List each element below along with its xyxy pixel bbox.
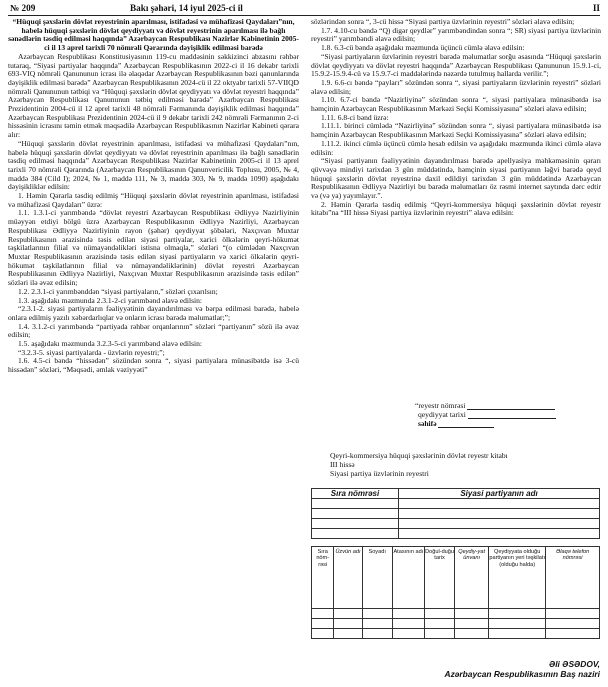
place-date: Bakı şəhəri, 14 iyul 2025-ci il [130,3,243,13]
table-row [312,499,600,509]
register-title [330,451,600,478]
paragraph: 1.8. 6.3-cü bəndə aşağıdakı məzmunda üçüncü cümlə əlavə edilsin: [321,43,525,53]
paragraph: 1. Həmin Qərarla təsdiq edilmiş “Hüquqi şəxslərin dövlət reyestrinin aparılması, istifadəsi və mühafizəsi Qaydaları” üzrə: [8,191,299,209]
paragraph: 1.3. aşağıdakı məzmunda 2.3.1-2-ci yarımbənd əlavə edilsin: [18,295,203,305]
paragraph: 1.1. 1.3.1-ci yarımbəndə “dövlət reyestri Azərbaycan Respublikası Ədliyyə Nazirliyinin müəyyən etdiyi bölgü üzrə Azərbaycan Respublikasının Ədliyyə Nazirliyi, Azərbaycan Respublikası Ədliyyə Nazirliyinin rayon (şəhər) qeydiyyat şöbələri, Naxçıvan Muxtar Respublikasının ərazisində təsis edilən siyasi partiyalar, xarici ölkələrin qeyri-hökumət təşkilatlarının filial və nümayəndəlikləri istisna olmaqla,” sözləri “(o cümlədən Naxçıvan Muxtar Respublikasının ərazisində təsis edilən siyasi partiyaların və xarici ölkələrin qeyri-hökumət təşkilatlarının filial və nümayəndəliklərinin) dövlət reyestri Azərbaycan Respublikasının Ədliyyə Nazirliyi, Naxçıvan Muxtar Respublikasının ərazisində təsis edilən” sözləri ilə əvəz edilsin; [8,208,299,288]
registration-date-label: qeydiyyat tarixi [418,410,466,419]
paragraph: 1.9. 6.6-cı bəndə “payları” sözündən sonra “, siyasi partiyaların üzvlərinin reyestri” sözləri əlavə edilsin; [311,77,601,96]
register-number-label: “reyestr nömrəsi [415,401,466,410]
members-table [311,546,600,639]
paragraph: Azərbaycan Respublikası Konstitusiyasının 119-cu maddəsinin səkkizinci abzasını rəhbər tutaraq, “Siyasi partiyalar haqqında” Azərbaycan Respublikasının 2022-ci il 16 dekabr tarixli 693-VIQ nömrəli Qanununun icrası ilə əlaqədar Azərbaycan Respublikasının bəzi qanunlarında dəyişiklik edilməsi barədə” Azərbaycan Respublikasının 2024-cü il 22 oktyabr tarixli 57-VIIQD nömrəli Qanununun tətbiqi və “Hüquqi şəxslərin dövlət qeydiyyatı və dövlət reyestri haqqında” Azərbaycan Respublikası Qanununun tətbiq edilməsi barədə” Azərbaycan Respublikası Prezidentinin 2004-cü il 12 aprel tarixli 48 nömrəli Fərmanında dəyişiklik edilməsi haqqında” Azərbaycan Respublikası Prezidentinin 2024-cü il 9 dekabr tarixli 242 nömrəli Fərmanının 2-ci hissəsinin icrasını təmin etmək məqsədilə Azərbaycan Respublikasının Nazirlər Kabineti qərara alır: [8,51,299,140]
paragraph: “Hüquqi şəxslərin dövlət reyestrinin aparılması, istifadəsi və mühafizəsi Qaydaları”nın, habelə hüquqi şəxslərin dövlət qeydiyyatı və dövlət reyestrinin aparılması ilə bağlı sənədlərin təsdiq edilməsi haqqında” Azərbaycan Respublikası Nazirlər Kabinetinin 2005-ci il 13 aprel tarixli 70 nömrəli Qərarında (Azərbaycan Respublikasının Qanunvericilik Toplusu, 2005, № 4, maddə 384 (Cild I); 2024, № 1, maddə 111, № 3, maddə 303, № 9, maddə 1090) aşağıdakı dəyişikliklər edilsin: [8,138,299,192]
members-table-col-header: Əlaqə telefon nömrəsi [546,547,600,609]
paragraph: 1.2. 2.3.1-ci yarımbənddən “siyasi partiyaların,” sözləri çıxarılsın; [18,286,218,296]
members-table-col-header: Qeydiyyata olduğu partiyanın yeri təşkilatı (olduğu halda) [489,547,546,609]
paragraph: 1.6. 4.5-ci bəndə “hissədən” sözündən sonra “, siyasi partiyalara münasibətdə isə 3-cü hissədən” sözləri, “Məqsədi, əmlak vəziyyəti” [8,356,299,375]
party-table-col-name: Siyasi partiyanın adı [399,489,600,499]
paragraph: 1.7. 4.10-cu bəndə “Q) digər qeydlər” yarımbəndindən sonra “; SR) siyasi partiya üzvlərinin reyestri” yarımbəndi əlavə edilsin; [311,25,601,44]
paragraph: 1.5. aşağıdakı məzmunda 3.2.3-5-ci yarımbənd əlavə edilsin: [18,339,203,349]
page-label: səhifə [418,419,437,428]
signatory-name: Əli ƏSƏDOV, [548,659,600,669]
table-row [312,519,600,529]
register-part-title: Siyasi partiya üzvlərinin reyestri [330,469,429,478]
members-table-col-header: Qeydiy-yat ünvanı [455,547,489,609]
page-header [10,3,600,15]
paragraph: sözlərindən sonra “, 3-cü hissə “Siyasi partiya üzvlərinin reyestri” sözləri əlavə edilsin; [311,17,575,26]
issue-number: № 209 [10,3,36,13]
left-column [8,18,299,375]
signature-block [445,659,600,679]
register-book-title: Qeyri-kommersiya hüquqi şəxslərinin dövlət reyestr kitabı [330,451,508,460]
register-stamp [415,401,605,428]
page-number: II [592,3,600,13]
table-row [312,629,600,639]
paragraph: 1.4. 3.1.2-ci yarımbəndə “partiyada rəhbər orqanlarının” sözləri “partiyanın” sözü ilə əvəz edilsin; [8,321,299,340]
paragraph: “Siyasi partiyaların üzvlərinin reyestri barədə məlumatlar sorğu əsasında “Hüquqi şəxslərin dövlət qeydiyyatı və dövlət reyestri haqqında” Azərbaycan Respublikası Qanununun 15.9.1-ci, 15.9.2-15.9.4-cü və 15.9.7-ci maddələrində nəzərdə tutulmuş hallarda verilir.”; [311,51,601,79]
table-row [312,529,600,539]
paragraph: 2. Həmin Qərarla təsdiq edilmiş “Qeyri-kommersiya hüquqi şəxslərinin dövlət reyestr kitabı”na “III hissə Siyasi partiya üzvlərinin reyestri” əlavə edilsin: [311,199,601,218]
table-row [312,619,600,629]
paragraph: “Siyasi partiyanın fəaliyyətinin dayandırılması barədə apellyasiya məhkəməsinin qərarı qüvvəyə mindiyi tarixdən 3 gün müddətində, həmçinin siyasi partiyanın ləğvi barədə qeyd hüquqi şəxslərin dövlət reyestrinə daxil edildiyi tarixdən 3 gün müddətində Azərbaycan Respublikasının Ədliyyə Nazirliyi bu barədə məlumatları öz rəsmi internet saytında dərc edtir və (və ya) yayımlayır.”. [311,156,601,201]
page-blank [438,427,494,428]
header-rule [8,15,600,16]
members-table-col-header: Doğul-duğu tarix [425,547,455,609]
paragraph: 1.11.2. ikinci cümlə üçüncü cümlə hesab edilsin və aşağıdakı məzmunda ikinci cümlə əlavə edilsin: [311,138,601,157]
members-table-col-header: Sıra nöm-rəsi [312,547,334,609]
paragraph: “3.2.3-5. siyasi partiyalarda - üzvlərin reyestri;”; [18,347,165,357]
party-table-col-number: Sıra nömrəsi [312,489,399,499]
paragraph: 1.11. 6.8-ci bənd üzrə: [321,112,389,122]
members-table-col-header: Üzvün adı [334,547,362,609]
paragraph: 1.10. 6.7-ci bəndə “Nazirliyinə” sözündən sonra “, siyasi partiyalara münasibətdə isə həmçinin Azərbaycan Respublikasının Mərkəzi Seçki Komissiyasına” sözləri əlavə edilsin; [311,95,601,114]
members-table-col-header: Soyadı [362,547,392,609]
members-table-col-header: Atasının adı [392,547,424,609]
paragraph: “2.3.1-2. siyasi partiyaların fəaliyyətinin dayandırılması və bərpa edilməsi barədə, habelə onlara edilmiş yazılı xəbərdarlıqlar və onların icrası barədə məlumatlar;”; [8,304,299,322]
table-row [312,509,600,519]
paragraph: 1.11.1. birinci cümlədə “Nazirliyinə” sözündən sonra “, siyasi partiyalara münasibətdə isə həmçinin Azərbaycan Respublikasının Mərkəzi Seçki Komissiyasına” sözləri əlavə edilsin; [311,121,601,140]
table-row [312,609,600,619]
register-part: III hissə [330,460,355,469]
party-table [311,488,600,539]
signatory-title: Azərbaycan Respublikasının Baş naziri [444,669,600,679]
document-title: “Hüquqi şəxslərin dövlət reyestrinin aparılması, istifadəsi və mühafizəsi Qaydaları”nın, habelə hüquqi şəxslərin dövlət qeydiyyatı və dövlət reyestrinin aparılması ilə bağlı sənədlərin təsdiq edilməsi haqqında” Azərbaycan Respublikası Nazirlər Kabinetinin 2005-ci il 13 aprel tarixli 70 nömrəli Qərarında dəyişiklik edilməsi barədə [8,17,299,53]
right-column [311,18,601,218]
